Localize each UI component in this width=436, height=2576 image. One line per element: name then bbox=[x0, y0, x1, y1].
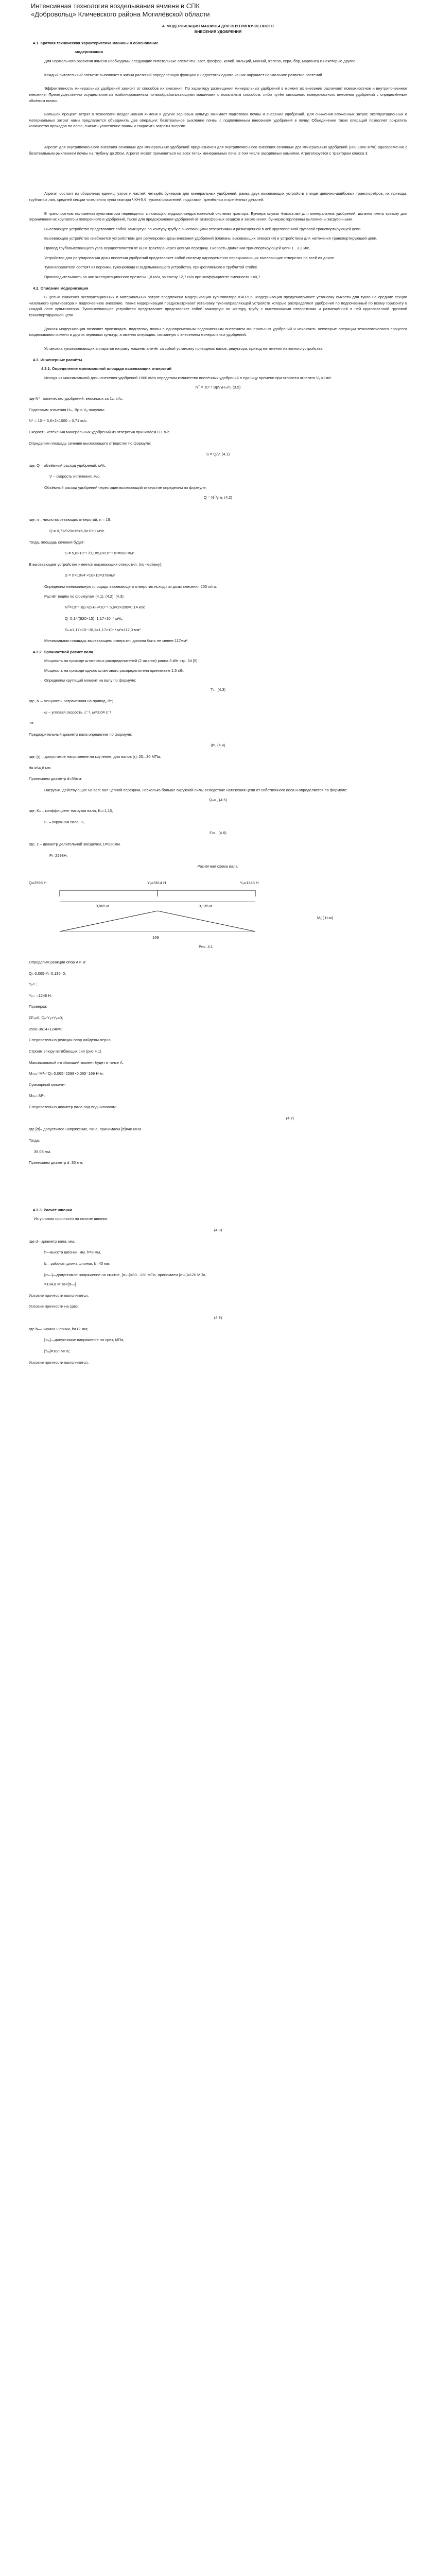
formula: Sₘ=1,17×10⁻⁵/0,1=1,17×10⁻⁴ м²=117,0 мм² bbox=[65, 627, 141, 632]
paragraph: Определим минимальную площадь высевающего отверстия исходя из дозы внесения 200 кг/га: bbox=[44, 584, 217, 589]
paragraph: Данная модернизация позволит производить подготовку почвы с одновременным подпочвенным внесением минеральных удобрений и исключить некоторые операции технологического процесса возделывания ячменя и других зерновых культур, а именно операцию, связанную с внесением минеральных удобрений. bbox=[29, 326, 407, 337]
text-line: Условие прочности выполняется. bbox=[29, 1360, 89, 1365]
formula: d=, (4.4) bbox=[211, 743, 225, 748]
paragraph: Каждый питательный элемент выполняет в жизни растений определённую функцию и недостаток одного из них нарушает нормальное развитие растений. bbox=[44, 72, 323, 77]
formula: S = π×10²/4 ×10×10=378мм² bbox=[65, 573, 115, 578]
paragraph: Привод трубовысевающего узла осуществляется от ВОМ трактора через цепную передачу. Скорость движения транспортирующей цепи 1...3,2 м/с. bbox=[44, 246, 310, 250]
text-line: где, Kₙ – коэффициент нагрузки вала, Kₙ=1,15, bbox=[29, 808, 113, 814]
text-line: где d—диаметр вала, мм, bbox=[29, 1239, 75, 1244]
text-line: lₚ—рабочая длина шпонки, lₚ=40 мм; bbox=[44, 1261, 111, 1266]
paragraph: Эффективность минеральных удобрений зависит от способов их внесения. По характеру размещения минеральных удобрений в момент их внесения различают поверхностное и внутрипочвенное внесение. Преимущественно осуществляется комбинированным почвообрабатывающими машинами с локальным способом, либо путём сплошного поверхностного внесения удобрений с определённым объёмом почвы. bbox=[29, 86, 407, 103]
document-title bbox=[31, 2, 407, 19]
text-line: [τₛₑ]—допустимое напряжение на срез, МПа, bbox=[44, 1337, 125, 1343]
formula-number: (4.9) bbox=[214, 1315, 222, 1320]
text-line: Расчёт ведём по формулам (4.1), (4.2), (4.3): bbox=[44, 594, 125, 599]
text-line: Максимальный изгибающий момент будет в точке A, bbox=[29, 1060, 124, 1065]
formula: T= bbox=[29, 721, 33, 726]
text-line: V – скорость истечения, м/с. bbox=[49, 474, 101, 479]
document-title-line-1: Интенсивная технология возделывания ячменя в СПК bbox=[31, 2, 200, 10]
reaction-b-label: Yₑ=1248 Н bbox=[240, 880, 259, 885]
text-line: Тогда: bbox=[29, 1138, 40, 1143]
chapter-heading bbox=[29, 23, 407, 35]
text-line: Определим реакции опор A и B: bbox=[29, 959, 86, 964]
text-line: Условие прочности на срез: bbox=[29, 1304, 79, 1309]
text-line: Предварительный диаметр вала определим по формуле: bbox=[29, 732, 132, 737]
formula-explanation: где Nᵀ– количество удобрений, вносимых за 1с, кг/с. bbox=[29, 396, 124, 401]
document-title-line-2: «Добровольц» Кличевского района Могилёвской области bbox=[31, 10, 210, 19]
formula: =104,8 МПа<[σₛₘ] bbox=[44, 1282, 76, 1287]
text-line: где, Q – объёмный расход удобрений, м³/с; bbox=[29, 463, 107, 468]
section-4-3-heading: 4.3. Инженерные расчёты bbox=[33, 357, 82, 362]
paragraph: Производительность за час эксплуатационного времени 1,8 га/ч, за смену 12,7 га/ч при коэффициенте сменности К=0,7. bbox=[44, 274, 261, 279]
dimension-2-label: 0,135 м bbox=[199, 903, 213, 908]
paragraph: Нагрузки, действующие на вал: вал цепной передачи, несколько больше окружной силы вследствие натяжения цепи от собственного веса и определяется по формуле: bbox=[44, 787, 347, 792]
formula: Nᵀ=10⁻⁴·Bр·Vр·Hₘ=10⁻⁴·5,6×2×200=0,14 кг/с bbox=[65, 605, 145, 610]
text-line: Из условия прочности на смятие шпонки: bbox=[34, 1216, 109, 1222]
text-line: Определим площадь сечения высевающего отверстия по формуле: bbox=[29, 440, 151, 446]
reaction-a-label: Yₐ=3614 Н bbox=[147, 880, 166, 885]
moment-value-label: 169 bbox=[152, 935, 159, 940]
text-line: Следовательно диаметр вала под подшипником: bbox=[29, 1105, 117, 1109]
paragraph: Устройство для регулирования дозы внесения удобрений представляет собой систему одновременно перекрывающих высевающие отверстия по всей их длине. bbox=[44, 255, 336, 260]
text-line: Строим эпюру изгибающих сил (рис 4.1) bbox=[29, 1048, 101, 1054]
formula: Fₜ=2598Н. bbox=[49, 853, 68, 858]
paragraph: Туконаправители состоят из воронки, туконровода и задельнвающего устройства, прикрепляемого к трубчатой стойке. bbox=[44, 265, 258, 270]
formula: Nᵀ = 10⁻⁴ 5,6×2×1000 = 0,71 кг/с. bbox=[29, 418, 88, 423]
formula: Tₙ , (4.3) bbox=[210, 687, 226, 692]
text-line: Суммарный момент: bbox=[29, 1082, 66, 1087]
section-4-2-heading: 4.2. Описание модернизации bbox=[33, 285, 89, 291]
diagram-caption: Расчётная схема вала. bbox=[197, 864, 239, 869]
shaft-load-diagram bbox=[29, 875, 407, 952]
formula: 35,03 мм. bbox=[34, 1149, 51, 1154]
text-line: Принимаем диаметр d=35 мм. bbox=[29, 1160, 83, 1165]
section-4-1-heading: 4.1. Краткая техническая характеристика машины в обоснование bbox=[33, 40, 159, 45]
text-line: Условие прочности выполняется. bbox=[29, 1293, 89, 1298]
paragraph: Определим крутящий момент на валу по формуле: bbox=[44, 677, 136, 683]
paragraph: Объёмный расход удобрений через один высевающий отверстие определим по формуле: bbox=[44, 485, 207, 490]
paragraph: Агрегат для внутрипочвенного внесения основных доз минеральных удобрений предназначен для внутрипочвенного внесения основных доз минеральных удобрений (200-1000 кг/га) одновременно с безотвальным рыхлением почвы на глубину до 20см. Агрегат может применяться на всех типах минеральных почв, в том числе засорённых камнями. Агрегатируется с трактором класса 3. bbox=[29, 145, 407, 156]
formula: d= =54,8 мм. bbox=[29, 765, 52, 770]
text-line: где, z – диаметр делительной звездочки, D=230мм. bbox=[29, 842, 121, 846]
formula: Mₘₐₓ=Mᴬₓ=Qₙ·0,065=2598×0,065=169 Н·м. bbox=[29, 1071, 104, 1076]
text-line: h—высота шпонки, мм, h=8 мм, bbox=[44, 1250, 101, 1255]
moment-axis-label: Mₓ ( Н·м) bbox=[317, 915, 333, 920]
text-line: Fₜ – окружная сила, Н, bbox=[44, 819, 85, 824]
paragraph: Мощность на приводе одного штангового распределителя принимаем 1,5 кВт. bbox=[44, 668, 185, 673]
paragraph: Минимальная площадь высевающего отверстия должна быть не менее 117мм². bbox=[44, 638, 188, 643]
text-line: где, N – мощность, затраченная на привод, Вт; bbox=[29, 698, 113, 703]
formula: 2598-3614+1248=0 bbox=[29, 1026, 63, 1031]
text-line: Тогда, площадь сечения будет: bbox=[29, 539, 85, 545]
paragraph: Высевающее устройство представляет собой замкнутую по контуру трубу с высевающими отверстиями и размещённой в ней круглозвенной грузовой транспортирующей цепи. bbox=[44, 226, 362, 231]
section-4-1-heading-cont: модернизации bbox=[75, 49, 103, 55]
formula-number: (4.8) bbox=[214, 1228, 222, 1232]
formula: Nᵀ = 10⁻⁴ BpVₐHₘ/n, (3.5) bbox=[195, 385, 241, 390]
text-line: где [σ]– допустимое напряжение, МПа, принимаем [σ]=40 МПа. bbox=[29, 1127, 143, 1132]
formula: Fₜ= , (4.6) bbox=[210, 831, 226, 836]
text-line: ω – угловая скорость, с⁻¹, ω=3,04 с⁻¹ bbox=[44, 709, 111, 715]
formula: Yₑ= ; bbox=[29, 982, 38, 987]
paragraph: Установка туковысевающих аппаратов на раму машины влечёт за собой установку приводных валов, редуктора, привод натяжения натяжного устройства. bbox=[44, 346, 324, 351]
formula-number: (4.7) bbox=[286, 1115, 294, 1121]
text-line: Подставим значения Hₘ, Bр и Vₐ получим: bbox=[29, 407, 105, 412]
text-line: Принимаем диаметр d=35мм. bbox=[29, 776, 82, 782]
formula: Yₑ= =1248 Н; bbox=[29, 993, 52, 998]
section-4-3-1-heading: 4.3.1. Определение минимальной площади высевающих отверстий bbox=[41, 366, 172, 371]
dimension-1-label: 0,065 м bbox=[96, 903, 110, 908]
section-4-3-3-heading: 4.3.3. Расчет шпонки. bbox=[33, 1207, 74, 1212]
section-4-3-2-heading: 4.3.2. Прочностной расчет вала. bbox=[33, 649, 94, 654]
document-page bbox=[0, 2, 436, 1391]
text-line: где, n – число высевающих отверстий, n = 19. bbox=[29, 517, 111, 522]
shaft-diagram-svg bbox=[29, 875, 407, 952]
formula: Q=0,14/(920×15)=1,17×10⁻⁵ м³/с. bbox=[65, 616, 124, 621]
text-line: где b—ширина шпонки, b=12 мм; bbox=[29, 1326, 89, 1331]
paragraph: Агрегат состоит из сборочных единиц, узлов и частей: четырёх бункеров для минеральных удобрений, рамы, двух высевающих устройств в виде цепочно-шайбовых транспортёров, их привода, трубчатых лап, средней секции чизельного культиватора ЧКН-5,6, туконаправителей, подставки, крепёжных и крепёжных деталей. bbox=[29, 191, 407, 202]
formula: S = 5,8×10⁻⁵ /0,1=5,8×10⁻⁴ м²=580 мм² bbox=[65, 551, 134, 556]
paragraph: С целью снижения эксплуатационных и материальных затрат предложена модернизация культиватора КЧН-5,6. Модернизация предусматривает установку емкости для тукав на средние секции чизельного культиватора и подпочвенное внесение. Также модернизация предусматривает установку туконаправляющей устройств которые распределяют удобрения по подпочвенный по всему горизонту в каждой лапе культиватора. Туковысевающее устройство представляет представляет собой замкнутую по контуру трубу с высевающими отверстиями и размещённой в ней круглозвенной грузовой транспортирующей цепи. bbox=[29, 295, 407, 317]
chapter-heading-line-2: ВНЕСЕНИЯ УДОБРЕНИЯ bbox=[194, 29, 242, 35]
text-line: Проверка: bbox=[29, 1004, 47, 1009]
text-line: где, [τ] – допустимое напряжение на кручение, для валов [τ]=25...30 МПа. bbox=[29, 754, 161, 759]
formula: S = Q/V, (4.1) bbox=[206, 452, 230, 457]
text-line: В высевающем устройстве имеется высевающих отверстия: (по чертежу): bbox=[29, 562, 163, 567]
paragraph: Для нормального развития ячменя необходимы следующие питательные элементы: азот, фосфор, калий, кальций, магний, железо, сера, бор, марганец и некоторые другие. bbox=[44, 59, 357, 63]
paragraph: [σₛₘ]—допустимое напряжение на смятие, [σₛₘ]=80...120 МПа, принимаем [σₛₘ]=120 МПа, bbox=[44, 1272, 207, 1277]
formula: Qₙ·0,065-Yₑ·0,135=0; bbox=[29, 971, 66, 976]
force-q-label: Q=2598 Н bbox=[29, 880, 47, 885]
paragraph: Высевающее устройство снабжается устройством для регулировки дозы внесения удобрений (клапаны высевающих отверстий) и устройством для натяжения транспортирующей цепи. bbox=[44, 236, 377, 241]
formula: Qₙ= , (4.5) bbox=[209, 797, 227, 802]
text-line: Следовательно реакции опор найдены верно. bbox=[29, 1038, 112, 1043]
text-line: Скорость истечения минеральных удобрений из отверстия принимаем 0,1 м/с. bbox=[29, 429, 171, 434]
formula: Q = Nᵀ/γ·n, (4.2) bbox=[203, 495, 233, 500]
paragraph: В транспортном положении культиватора переводится с помощью гидроцилиндра навесной системы трактора. Бункера служат ёмкостями для минеральных удобрений, должны иметь крышку для ограничения их кругового и поперечного и удобрений, также для предохранения удобрений от атмосферных осадков и загрязнения, бункерах горловины выполнены загрузочными. bbox=[29, 211, 407, 222]
figure-caption: Рис. 4.1 bbox=[199, 944, 213, 949]
moment-diagram-line bbox=[60, 911, 255, 931]
chapter-heading-line-1: 4. МОДЕРНИЗАЦИЯ МАШИНЫ ДЛЯ ВНУТРИПОЧВЕННОГО bbox=[162, 23, 274, 28]
paragraph: Мощность на приводе штанговых распределителей (2 штанги) равна 3 кВт стр. 34 [5]. bbox=[44, 658, 199, 664]
text-line: [τₛₑ]=100 МПа; bbox=[44, 1348, 70, 1353]
formula: Mₑₖᵥ=Mᴬ= bbox=[29, 1093, 46, 1098]
paragraph: Исходя из максимальной дозы внесения удобрений 1000 кг/га определим количество внесённых удобрений в единицу времени при скорости агрегата Vₐ =2м/с. bbox=[44, 375, 333, 380]
formula: Q = 0,71/920×15=5,8×10⁻⁵ м³/с. bbox=[49, 528, 106, 533]
formula: ΣFᵧ=0; Qₙ-Yₐ+Yₑ=0; bbox=[29, 1015, 63, 1020]
paragraph: Большой процент затрат в технологии возделывания ячменя и других зерновых культур занимает подготовка почвы и внесение удобрений. Для снижения вложенных затрат, эксплуатационных и материальных затрат нами предлагается объединить две операции: безотвальное рыхление почвы с подпочвенным внесением удобрений в почву. Объединение таких операций позволяет сократить количество проходов по полю, снизить уплотнение почвы и сократить затраты энергии. bbox=[29, 112, 407, 129]
